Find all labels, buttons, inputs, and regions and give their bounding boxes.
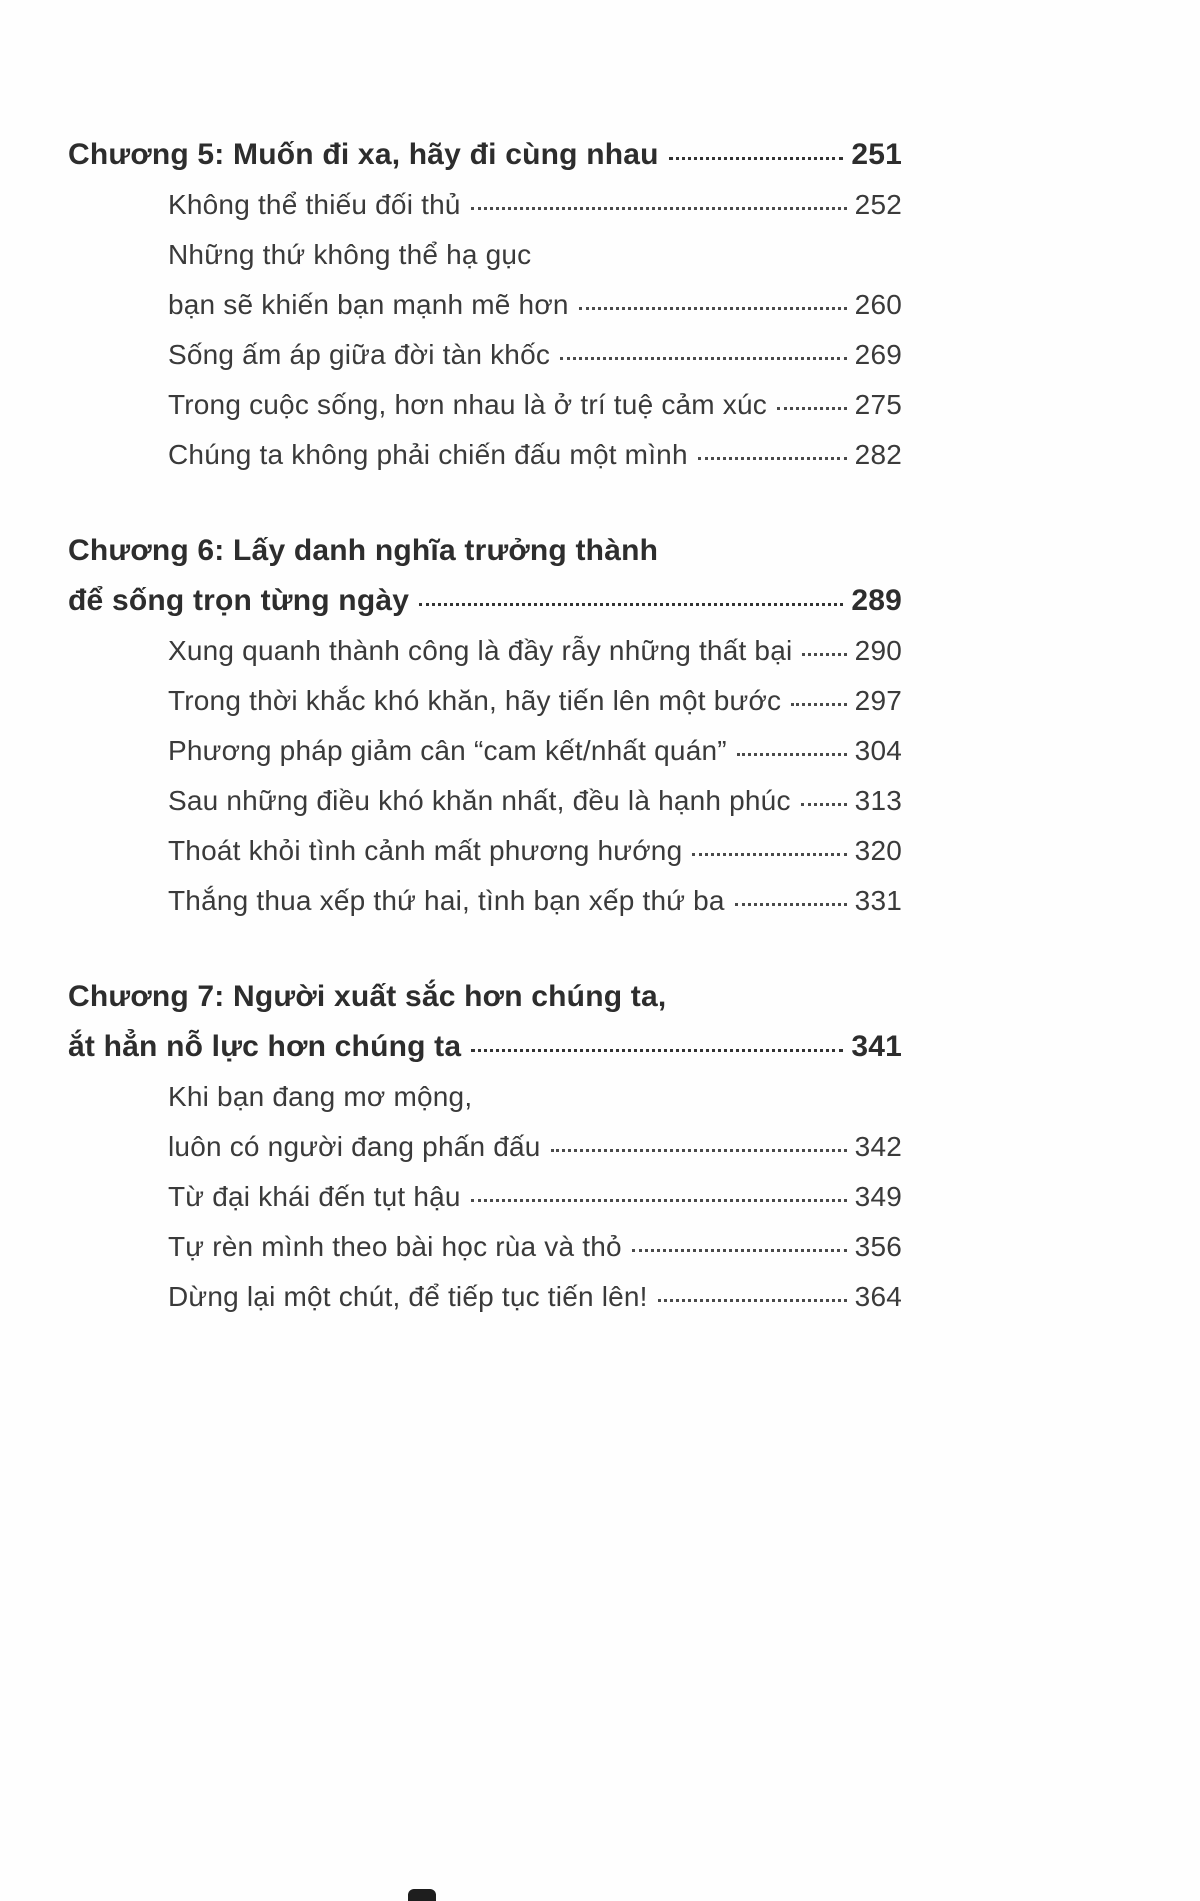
toc-entry-row — [68, 626, 902, 676]
toc-chapter-heading-row — [68, 130, 902, 180]
toc-entry-row — [68, 430, 902, 480]
chapter-title: ắt hẳn nỗ lực hơn chúng ta — [68, 1030, 462, 1063]
page-number: 331 — [854, 885, 902, 916]
dot-leader — [579, 307, 847, 310]
page-number: 290 — [854, 635, 902, 666]
dot-leader — [802, 653, 846, 656]
page-number: 275 — [854, 389, 902, 420]
chapter-title: Chương 6: Lấy danh nghĩa trưởng thành — [68, 534, 659, 567]
toc-entry-row — [68, 1122, 902, 1172]
page-number: 260 — [854, 289, 902, 320]
entry-title: Khi bạn đang mơ mộng, — [168, 1081, 473, 1112]
page-number: 252 — [854, 189, 902, 220]
entry-title: Trong thời khắc khó khăn, hãy tiến lên một bước — [168, 685, 782, 716]
dot-leader — [551, 1149, 847, 1152]
toc-chapter-heading-row — [68, 1022, 902, 1072]
toc-chapter-heading-row — [68, 526, 902, 576]
toc-section — [68, 526, 902, 926]
dot-leader — [669, 157, 844, 160]
toc-entry-row — [68, 826, 902, 876]
dot-leader — [471, 1199, 847, 1202]
page-number: 282 — [854, 439, 902, 470]
toc-entry-row — [68, 230, 902, 280]
dot-leader — [698, 457, 847, 460]
page-number: 356 — [854, 1231, 902, 1262]
dot-leader — [632, 1249, 847, 1252]
chapter-title: để sống trọn từng ngày — [68, 584, 410, 617]
entry-title: luôn có người đang phấn đấu — [168, 1131, 541, 1162]
dot-leader — [658, 1299, 847, 1302]
chapter-title: Chương 5: Muốn đi xa, hãy đi cùng nhau — [68, 138, 659, 171]
entry-title: Tự rèn mình theo bài học rùa và thỏ — [168, 1231, 622, 1262]
entry-title: Sống ấm áp giữa đời tàn khốc — [168, 339, 551, 370]
page-number: 313 — [854, 785, 902, 816]
entry-title: Thắng thua xếp thứ hai, tình bạn xếp thứ ba — [168, 885, 725, 916]
entry-title: Thoát khỏi tình cảnh mất phương hướng — [168, 835, 683, 866]
toc-entry-row — [68, 1072, 902, 1122]
toc-section — [68, 972, 902, 1322]
toc-entry-row — [68, 726, 902, 776]
dot-leader — [735, 903, 847, 906]
dot-leader — [471, 207, 847, 210]
toc-section — [68, 130, 902, 480]
toc-entry-row — [68, 876, 902, 926]
toc-entry-row — [68, 1272, 902, 1322]
toc-entry-row — [68, 676, 902, 726]
toc-entry-row — [68, 1222, 902, 1272]
chapter-title: Chương 7: Người xuất sắc hơn chúng ta, — [68, 980, 667, 1013]
dot-leader — [560, 357, 847, 360]
entry-title: Sau những điều khó khăn nhất, đều là hạnh phúc — [168, 785, 791, 816]
toc-entry-row — [68, 180, 902, 230]
entry-title: Trong cuộc sống, hơn nhau là ở trí tuệ cảm xúc — [168, 389, 767, 420]
table-of-contents — [68, 130, 902, 1322]
entry-title: Phương pháp giảm cân “cam kết/nhất quán” — [168, 735, 727, 766]
page-number: 304 — [854, 735, 902, 766]
entry-title: Dừng lại một chút, để tiếp tục tiến lên! — [168, 1281, 648, 1312]
page-number: 269 — [854, 339, 902, 370]
dot-leader — [471, 1049, 843, 1052]
toc-entry-row — [68, 280, 902, 330]
toc-chapter-heading-row — [68, 972, 902, 1022]
page-number: 364 — [854, 1281, 902, 1312]
page-bottom-artifact — [408, 1889, 436, 1901]
page-number: 349 — [854, 1181, 902, 1212]
toc-entry-row — [68, 776, 902, 826]
page-number: 289 — [851, 584, 902, 617]
toc-entry-row — [68, 1172, 902, 1222]
dot-leader — [777, 407, 847, 410]
entry-title: Không thể thiếu đối thủ — [168, 189, 461, 220]
page-number: 342 — [854, 1131, 902, 1162]
page-number: 297 — [854, 685, 902, 716]
toc-entry-row — [68, 330, 902, 380]
page-number: 341 — [851, 1030, 902, 1063]
dot-leader — [791, 703, 846, 706]
entry-title: Từ đại khái đến tụt hậu — [168, 1181, 461, 1212]
entry-title: Xung quanh thành công là đầy rẫy những thất bại — [168, 635, 793, 666]
toc-chapter-heading-row — [68, 576, 902, 626]
entry-title: Những thứ không thể hạ gục — [168, 239, 532, 270]
dot-leader — [692, 853, 846, 856]
page-number: 251 — [851, 138, 902, 171]
entry-title: Chúng ta không phải chiến đấu một mình — [168, 439, 688, 470]
dot-leader — [419, 603, 843, 606]
entry-title: bạn sẽ khiến bạn mạnh mẽ hơn — [168, 289, 569, 320]
toc-entry-row — [68, 380, 902, 430]
dot-leader — [801, 803, 847, 806]
dot-leader — [737, 753, 847, 756]
page-number: 320 — [854, 835, 902, 866]
